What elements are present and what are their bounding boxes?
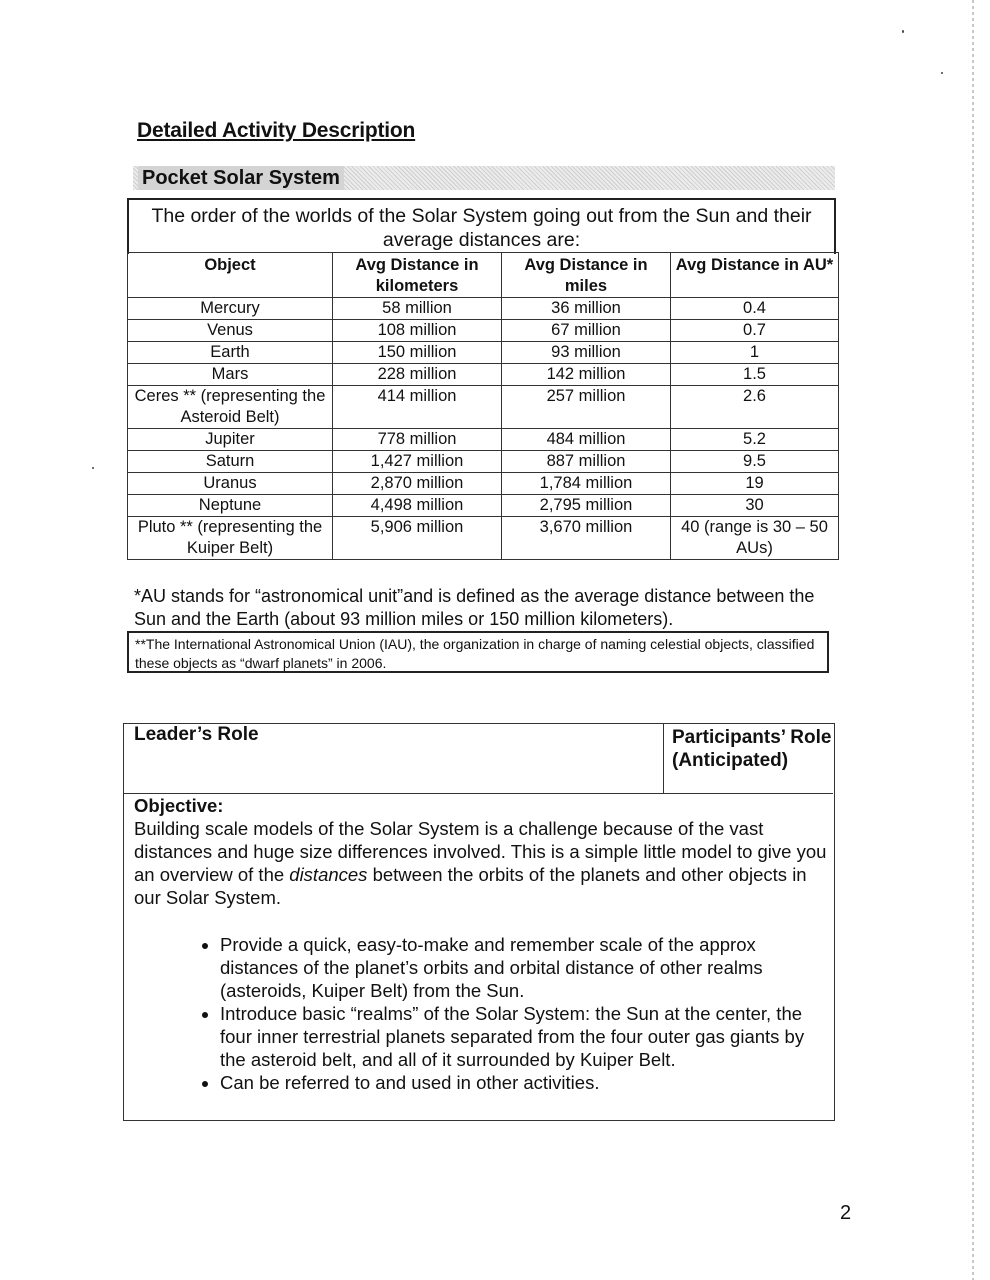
distance-table: [127, 252, 839, 560]
section-banner: [133, 166, 835, 190]
cell-au: 5.2: [671, 429, 839, 451]
cell-object: Ceres ** (representing the Asteroid Belt): [128, 386, 333, 429]
cell-miles: 3,670 million: [502, 517, 671, 560]
cell-km: 4,498 million: [333, 495, 502, 517]
section-banner-label: Pocket Solar System: [138, 166, 344, 190]
table-row: [128, 451, 839, 473]
cell-miles: 257 million: [502, 386, 671, 429]
cell-au: 2.6: [671, 386, 839, 429]
objective-paragraph: [134, 817, 829, 909]
cell-miles: 142 million: [502, 364, 671, 386]
cell-miles: 93 million: [502, 342, 671, 364]
table-row: [128, 473, 839, 495]
cell-object: Mercury: [128, 298, 333, 320]
cell-object: Uranus: [128, 473, 333, 495]
scan-edge-line: [972, 0, 974, 1280]
table-row: [128, 342, 839, 364]
cell-au: 0.4: [671, 298, 839, 320]
cell-km: 778 million: [333, 429, 502, 451]
cell-miles: 1,784 million: [502, 473, 671, 495]
cell-object: Venus: [128, 320, 333, 342]
bullet-item: • Introduce basic “realms” of the Solar System: the Sun at the center, the four inner terrestrial planets separated from the four outer gas giants by the asteroid belt, and all of it surrounded by Kuiper Belt.: [220, 1002, 829, 1071]
cell-object: Jupiter: [128, 429, 333, 451]
roles-table: [123, 723, 835, 1121]
cell-au: 30: [671, 495, 839, 517]
objective-heading: Objective:: [134, 795, 224, 816]
participants-role-label: Participants’ Role (Anticipated): [672, 727, 832, 771]
cell-km: 2,870 million: [333, 473, 502, 495]
cell-miles: 887 million: [502, 451, 671, 473]
leader-role-cell: [124, 724, 664, 794]
cell-miles: 36 million: [502, 298, 671, 320]
objective-emphasis: distances: [289, 864, 368, 885]
scan-speck: [941, 72, 943, 74]
table-row: [128, 298, 839, 320]
objective-bullets: [134, 933, 829, 1094]
cell-au: 1.5: [671, 364, 839, 386]
column-header: Avg Distance in miles: [502, 253, 671, 298]
cell-object: Pluto ** (representing the Kuiper Belt): [128, 517, 333, 560]
cell-au: 0.7: [671, 320, 839, 342]
table-row: [128, 429, 839, 451]
table-header-row: [128, 253, 839, 298]
cell-au: 19: [671, 473, 839, 495]
cell-km: 1,427 million: [333, 451, 502, 473]
leader-role-label: Leader’s Role: [134, 724, 259, 745]
au-footnote: *AU stands for “astronomical unit”and is defined as the average distance between the Sun and the Earth (about 93 million miles or 150 million kilometers).: [134, 586, 815, 629]
table-row: [128, 517, 839, 560]
table-row: [128, 364, 839, 386]
cell-km: 58 million: [333, 298, 502, 320]
scan-speck: [92, 467, 94, 469]
cell-km: 228 million: [333, 364, 502, 386]
column-header: Avg Distance in AU*: [671, 253, 839, 298]
cell-au: 9.5: [671, 451, 839, 473]
table-row: [128, 386, 839, 429]
page-number: 2: [840, 1202, 852, 1224]
cell-miles: 484 million: [502, 429, 671, 451]
objective-text: Building scale models of the Solar System is a challenge because of the vast distances and huge size differences involved. This is a simple little model to give you an overview of the: [134, 818, 827, 885]
cell-km: 150 million: [333, 342, 502, 364]
cell-au: 1: [671, 342, 839, 364]
page-title: Detailed Activity Description: [137, 119, 416, 142]
cell-km: 5,906 million: [333, 517, 502, 560]
participants-role-cell: [664, 724, 833, 794]
cell-miles: 67 million: [502, 320, 671, 342]
scan-speck: [902, 30, 904, 33]
cell-au: 40 (range is 30 – 50 AUs): [671, 517, 839, 560]
intro-box: [127, 198, 836, 254]
intro-text: The order of the worlds of the Solar System going out from the Sun and their average distances are:: [151, 205, 812, 251]
table-row: [128, 320, 839, 342]
bullet-item: • Provide a quick, easy-to-make and remember scale of the approx distances of the planet’s orbits and orbital distance of other realms (asteroids, Kuiper Belt) from the Sun.: [220, 933, 829, 1002]
objective-section: [134, 794, 829, 1094]
table-row: [128, 495, 839, 517]
bullet-item: • Can be referred to and used in other activities.: [220, 1071, 829, 1094]
cell-object: Neptune: [128, 495, 333, 517]
iau-footnote: **The International Astronomical Union (IAU), the organization in charge of naming celestial objects, classified these objects as “dwarf planets” in 2006.: [127, 631, 829, 673]
column-header: Avg Distance in kilometers: [333, 253, 502, 298]
cell-object: Mars: [128, 364, 333, 386]
cell-object: Saturn: [128, 451, 333, 473]
cell-object: Earth: [128, 342, 333, 364]
column-header: Object: [128, 253, 333, 298]
cell-km: 108 million: [333, 320, 502, 342]
objective-text: between the orbits of the planets and other objects in our Solar System.: [134, 864, 807, 908]
cell-miles: 2,795 million: [502, 495, 671, 517]
cell-km: 414 million: [333, 386, 502, 429]
